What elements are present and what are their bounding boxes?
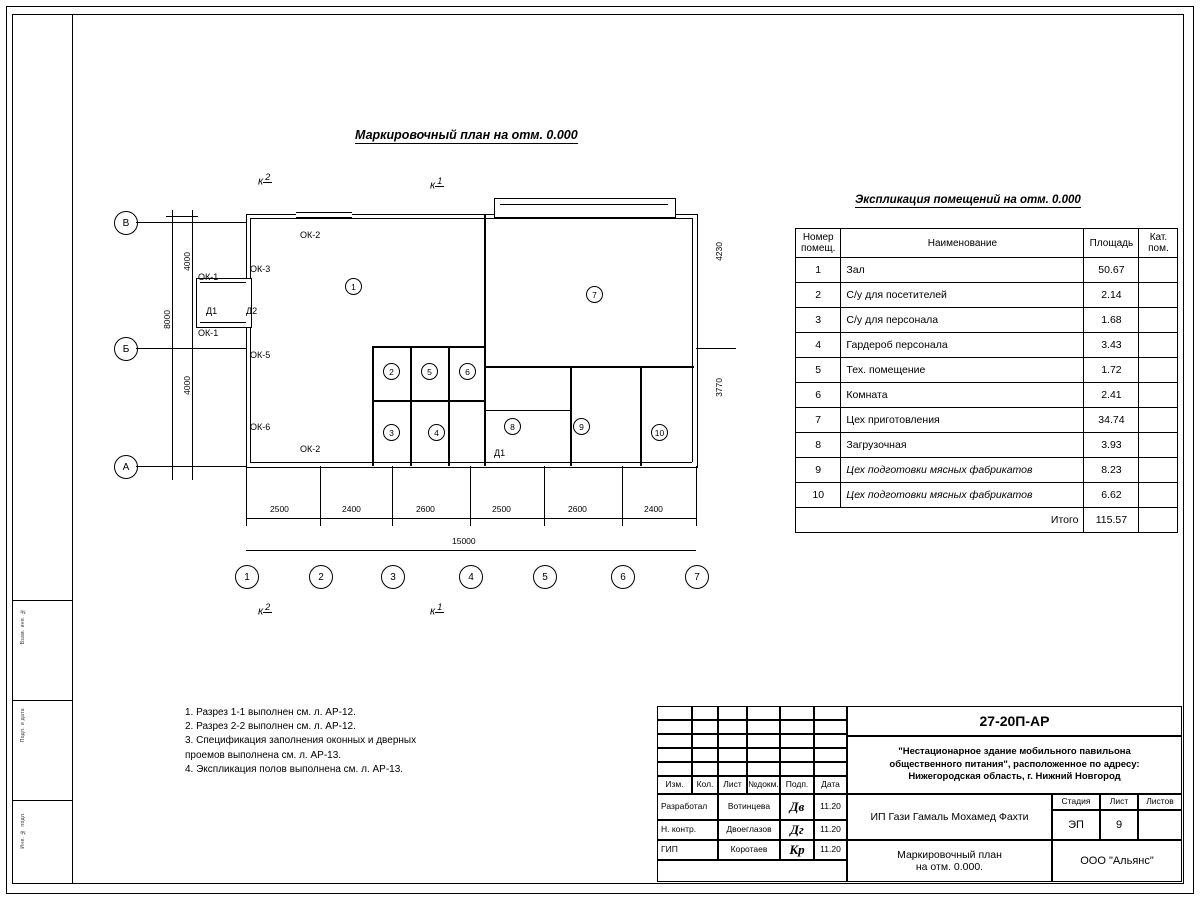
sheet-left-strip xyxy=(12,14,73,884)
cell-number: 1 xyxy=(796,258,841,283)
cell-area: 3.93 xyxy=(1084,433,1139,458)
label-ok-6: ОК-6 xyxy=(250,422,271,432)
building-outline xyxy=(246,214,698,468)
label-ok-5: ОК-5 xyxy=(250,350,271,360)
table-row xyxy=(796,358,1178,383)
room-bubble-8: 8 xyxy=(504,418,521,435)
cell-name: Зал xyxy=(841,258,1084,283)
cell-area: 50.67 xyxy=(1084,258,1139,283)
col-header-list: Лист xyxy=(718,776,747,794)
dim-bottom-5: 2600 xyxy=(568,504,587,514)
dim-bottom-6: 2400 xyxy=(644,504,663,514)
ext-line-3 xyxy=(392,466,393,526)
partition-v-2 xyxy=(372,346,374,466)
dim-bottom-4: 2500 xyxy=(492,504,511,514)
label-ok-1-bottom: ОК-1 xyxy=(198,328,219,338)
cell-category xyxy=(1139,333,1178,358)
object-line-3: Нижегородская область, г. Нижний Новгород xyxy=(908,771,1121,783)
header-category xyxy=(1139,229,1178,258)
ext-line-7 xyxy=(696,466,697,526)
row-signature-nkontr: Дг xyxy=(780,820,814,840)
cell-name: Гардероб персонала xyxy=(841,333,1084,358)
company-name: ООО "Альянс" xyxy=(1052,840,1182,882)
dim-tick-right-mid xyxy=(696,348,736,349)
section-mark-2-bottom xyxy=(258,602,272,618)
dim-chain-total xyxy=(246,550,696,551)
cell-number: 5 xyxy=(796,358,841,383)
row-signature-razrabotal: Дв xyxy=(780,794,814,820)
section-mark-1-top xyxy=(430,176,444,192)
axis-bubble-2: 2 xyxy=(309,565,333,589)
cell-area: 34.74 xyxy=(1084,408,1139,433)
window-mark-top-1 xyxy=(296,212,352,218)
row-signature-gip: Кр xyxy=(780,840,814,860)
cell-number: 2 xyxy=(796,283,841,308)
axis-bubble-V: В xyxy=(114,211,138,235)
page-title-explication: Экспликация помещений на отм. 0.000 xyxy=(855,194,1081,206)
entrance-vestibule-block xyxy=(494,198,676,218)
table-header-row xyxy=(796,229,1178,258)
partition-h-kitchen xyxy=(484,366,694,368)
cell-number: 6 xyxy=(796,383,841,408)
table-row xyxy=(796,333,1178,358)
section-num-1-top: 1 xyxy=(437,176,443,186)
cell-area: 2.41 xyxy=(1084,383,1139,408)
axis-bubble-3: 3 xyxy=(381,565,405,589)
row-name-nkontr: Двоеглазов xyxy=(718,820,780,840)
client-name: ИП Гази Гамаль Мохамед Фахти xyxy=(847,794,1052,840)
row-name-razrabotal: Вотинцева xyxy=(718,794,780,820)
side-text-inv: Инв. № подл. xyxy=(20,812,26,849)
dim-tick-left-bottom xyxy=(166,466,198,467)
window-mark-bottom-1 xyxy=(296,462,352,468)
section-mark-2-top xyxy=(258,172,272,188)
cell-area: 1.68 xyxy=(1084,308,1139,333)
header-area: Площадь xyxy=(1084,229,1139,258)
cell-area: 2.14 xyxy=(1084,283,1139,308)
floor-plan-drawing xyxy=(100,160,830,630)
cell-category xyxy=(1139,408,1178,433)
sheet-label: Лист xyxy=(1100,794,1138,810)
partition-h-1 xyxy=(372,346,486,348)
table-row xyxy=(796,383,1178,408)
note-line-4: 4. Экспликация полов выполнена см. л. АР-13. xyxy=(185,763,404,775)
cell-category xyxy=(1139,433,1178,458)
dim-bottom-total: 15000 xyxy=(452,536,476,546)
cell-name: Цех приготовления xyxy=(841,408,1084,433)
side-entrance-tambour xyxy=(196,278,252,328)
table-row xyxy=(796,258,1178,283)
table-row xyxy=(796,458,1178,483)
cell-number: 7 xyxy=(796,408,841,433)
ext-line-6 xyxy=(622,466,623,526)
cell-area: 6.62 xyxy=(1084,483,1139,508)
total-category xyxy=(1139,508,1178,533)
row-role-gip: ГИП xyxy=(657,840,718,860)
room-bubble-7: 7 xyxy=(586,286,603,303)
side-text-vzam: Взам. инв. № xyxy=(20,608,26,645)
page-title-plan: Маркировочный план на отм. 0.000 xyxy=(355,128,578,142)
dim-left-total: 8000 xyxy=(162,310,172,329)
partition-main-vertical xyxy=(484,214,486,466)
room-bubble-3: 3 xyxy=(383,424,400,441)
rev-col-4 xyxy=(747,706,780,776)
partition-v-4 xyxy=(448,346,450,466)
cell-category xyxy=(1139,283,1178,308)
dim-left-2: 4000 xyxy=(182,376,192,395)
rev-col-5 xyxy=(780,706,814,776)
side-text-podp: Подп. и дата xyxy=(20,708,26,743)
section-label-k-2: к xyxy=(430,179,436,192)
cell-category xyxy=(1139,358,1178,383)
wall-inner-top xyxy=(250,218,692,219)
cell-name: Загрузочная xyxy=(841,433,1084,458)
cell-number: 3 xyxy=(796,308,841,333)
axis-bubble-A: А xyxy=(114,455,138,479)
axis-bubble-7: 7 xyxy=(685,565,709,589)
drawing-code: 27-20П-АР xyxy=(847,706,1182,736)
axis-line-V xyxy=(136,222,246,223)
drawing-name-line-1: Маркировочный план xyxy=(897,848,1002,861)
rev-col-3 xyxy=(718,706,747,776)
row-date-nkontr: 11.20 xyxy=(814,820,847,840)
tambour-inner-bottom xyxy=(200,322,246,323)
total-area: 115.57 xyxy=(1084,508,1139,533)
rev-col-1 xyxy=(657,706,692,776)
note-line-1: 1. Разрез 1-1 выполнен см. л. АР-12. xyxy=(185,707,356,718)
cell-name: Цех подготовки мясных фабрикатов xyxy=(841,483,1084,508)
drawing-name xyxy=(847,840,1052,882)
dim-right-2: 3770 xyxy=(714,378,724,397)
table-row xyxy=(796,308,1178,333)
strip-divider-2 xyxy=(12,700,72,701)
col-header-kol: Кол. xyxy=(692,776,718,794)
sheets-label: Листов xyxy=(1138,794,1182,810)
partition-h-2 xyxy=(372,400,486,402)
cell-name: Цех подготовки мясных фабрикатов xyxy=(841,458,1084,483)
ext-line-2 xyxy=(320,466,321,526)
dim-line-left-inner xyxy=(192,210,193,480)
row-name-gip: Коротаев xyxy=(718,840,780,860)
label-d1-left: Д1 xyxy=(206,306,218,316)
strip-divider-1 xyxy=(12,600,72,601)
header-number-line1: Номер xyxy=(802,232,834,243)
total-label: Итого xyxy=(796,508,1084,533)
note-line-3: 3. Спецификация заполнения оконных и дверных xyxy=(185,735,417,747)
rev-col-2 xyxy=(692,706,718,776)
partition-v-5 xyxy=(570,368,572,466)
partition-h-3 xyxy=(484,410,570,411)
rev-col-6 xyxy=(814,706,847,776)
header-name: Наименование xyxy=(841,229,1084,258)
sheets-value xyxy=(1138,810,1182,840)
object-description xyxy=(847,736,1182,794)
row-blank-bottom xyxy=(657,860,847,882)
stage-label: Стадия xyxy=(1052,794,1100,810)
vestibule-inner-line xyxy=(500,204,668,205)
room-bubble-4: 4 xyxy=(428,424,445,441)
section-label-k-3: к xyxy=(258,605,264,618)
notes-block xyxy=(185,706,416,777)
section-num-2-bottom: 2 xyxy=(265,602,271,612)
cell-area: 1.72 xyxy=(1084,358,1139,383)
label-d2: Д2 xyxy=(246,306,258,316)
col-header-podp: Подп. xyxy=(780,776,814,794)
section-label-k-4: к xyxy=(430,605,436,618)
table-row xyxy=(796,483,1178,508)
cell-category xyxy=(1139,383,1178,408)
note-line-2: 2. Разрез 2-2 выполнен см. л. АР-12. xyxy=(185,721,356,733)
cell-number: 9 xyxy=(796,458,841,483)
label-d1-bottom: Д1 xyxy=(494,448,506,458)
object-line-2: общественного питания", расположенное по адресу: xyxy=(889,758,1140,770)
ext-line-5 xyxy=(544,466,545,526)
drawing-name-line-2: на отм. 0.000. xyxy=(915,861,984,873)
label-ok-3: ОК-3 xyxy=(250,264,271,274)
row-role-nkontr: Н. контр. xyxy=(657,820,718,840)
row-role-razrabotal: Разработал xyxy=(657,794,718,820)
wall-inner-right xyxy=(692,218,693,462)
cell-area: 8.23 xyxy=(1084,458,1139,483)
cell-name: С/у для посетителей xyxy=(841,283,1084,308)
section-num-2-top: 2 xyxy=(265,172,271,182)
cell-name: Комната xyxy=(841,383,1084,408)
col-header-ndok: №докм. xyxy=(747,776,780,794)
sheet-value: 9 xyxy=(1100,810,1138,840)
row-date-razrabotal: 11.20 xyxy=(814,794,847,820)
cell-category xyxy=(1139,258,1178,283)
room-bubble-6: 6 xyxy=(459,363,476,380)
col-header-data: Дата xyxy=(814,776,847,794)
header-category-line1: Кат. xyxy=(1149,232,1168,243)
tambour-inner-top xyxy=(200,282,246,283)
title-block xyxy=(657,706,1182,882)
partition-v-6 xyxy=(640,368,642,466)
ext-line-1 xyxy=(246,466,247,526)
room-bubble-1: 1 xyxy=(345,278,362,295)
axis-bubble-1: 1 xyxy=(235,565,259,589)
cell-number: 10 xyxy=(796,483,841,508)
axis-bubble-4: 4 xyxy=(459,565,483,589)
col-header-izm: Изм. xyxy=(657,776,692,794)
room-bubble-10: 10 xyxy=(651,424,668,441)
dim-chain-bottom xyxy=(246,518,696,519)
ext-line-4 xyxy=(470,466,471,526)
cell-number: 4 xyxy=(796,333,841,358)
dim-line-left-outer xyxy=(172,210,173,480)
object-line-1: "Нестационарное здание мобильного павильона xyxy=(898,746,1131,758)
explication-table xyxy=(795,228,1178,533)
table-row xyxy=(796,433,1178,458)
stage-value: ЭП xyxy=(1052,810,1100,840)
cell-area: 3.43 xyxy=(1084,333,1139,358)
section-label-k-1: к xyxy=(258,175,264,188)
cell-category xyxy=(1139,458,1178,483)
row-date-gip: 11.20 xyxy=(814,840,847,860)
dim-tick-left-top xyxy=(166,216,198,217)
room-bubble-9: 9 xyxy=(573,418,590,435)
section-num-1-bottom: 1 xyxy=(437,602,443,612)
table-row xyxy=(796,408,1178,433)
room-bubble-2: 2 xyxy=(383,363,400,380)
strip-divider-3 xyxy=(12,800,72,801)
note-line-3b: проемов выполнена см. л. АР-13. xyxy=(185,749,342,761)
partition-v-3 xyxy=(410,346,412,466)
dim-tick-left-mid xyxy=(166,348,198,349)
header-number-line2: помещ. xyxy=(801,243,836,254)
cell-name: Тех. помещение xyxy=(841,358,1084,383)
label-ok-2-top: ОК-2 xyxy=(300,230,321,240)
dim-bottom-1: 2500 xyxy=(270,504,289,514)
table-total-row xyxy=(796,508,1178,533)
axis-bubble-5: 5 xyxy=(533,565,557,589)
label-ok-2-bottom: ОК-2 xyxy=(300,444,321,454)
dim-bottom-2: 2400 xyxy=(342,504,361,514)
section-mark-1-bottom xyxy=(430,602,444,618)
cell-category xyxy=(1139,308,1178,333)
cell-category xyxy=(1139,483,1178,508)
table-row xyxy=(796,283,1178,308)
dim-bottom-3: 2600 xyxy=(416,504,435,514)
cell-name: С/у для персонала xyxy=(841,308,1084,333)
label-ok-1-top: ОК-1 xyxy=(198,272,219,282)
dim-right-1: 4230 xyxy=(714,242,724,261)
header-category-line2: пом. xyxy=(1148,243,1169,254)
dim-left-1: 4000 xyxy=(182,252,192,271)
header-number xyxy=(796,229,841,258)
axis-bubble-B: Б xyxy=(114,337,138,361)
axis-bubble-6: 6 xyxy=(611,565,635,589)
room-bubble-5: 5 xyxy=(421,363,438,380)
cell-number: 8 xyxy=(796,433,841,458)
